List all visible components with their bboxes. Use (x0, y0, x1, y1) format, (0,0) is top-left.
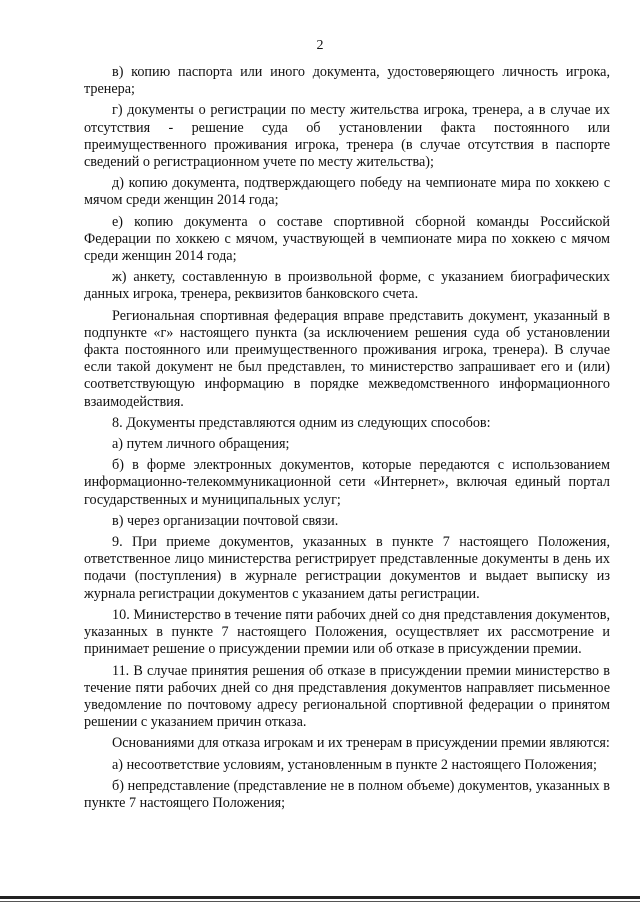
paragraph-method-a: а) путем личного обращения; (112, 436, 290, 453)
scan-bottom-border-thin (0, 901, 640, 902)
paragraph-method-b: б) в форме электронных документов, которые передаются с использованием информационно-телекоммуникационной сети «Интернет», включая единый портал государственных и муниципальных услуг; (84, 457, 610, 508)
scan-bottom-border (0, 896, 640, 899)
paragraph-item-zh: ж) анкету, составленную в произвольной форме, с указанием биографических данных игрока, тренера, реквизитов банковского счета. (84, 269, 610, 303)
paragraph-item-v: в) копию паспорта или иного документа, удостоверяющего личность игрока, тренера; (84, 64, 610, 98)
paragraph-refusal-grounds: Основаниями для отказа игрокам и их тренерам в присуждении премии являются: (112, 735, 610, 752)
paragraph-method-v: в) через организации почтовой связи. (112, 512, 339, 529)
paragraph-section-8: 8. Документы представляются одним из следующих способов: (112, 414, 491, 431)
paragraph-item-d: д) копию документа, подтверждающего победу на чемпионате мира по хоккею с мячом среди женщин 2014 года; (84, 175, 610, 209)
paragraph-regional-federation: Региональная спортивная федерация вправе представить документ, указанный в подпункте «г» настоящего пункта (за исключением решения суда об установлении факта постоянного или преимущественного проживания игрока, тренера). В случае если такой документ не был представлен, то министерство запрашивает его и (или) соответствующую информацию в порядке межведомственного информационного взаимодействия. (84, 307, 610, 410)
page-number: 2 (316, 38, 324, 53)
paragraph-ground-a: а) несоответствие условиям, установленным в пункте 2 настоящего Положения; (112, 756, 597, 773)
paragraph-section-10: 10. Министерство в течение пяти рабочих дней со дня представления документов, указанных в пункте 7 настоящего Положения, осуществляет их рассмотрение и принимает решение о присуждении премии или об отказе в присуждении премии. (84, 606, 610, 658)
paragraph-section-11: 11. В случае принятия решения об отказе в присуждении премии министерство в течение пяти рабочих дней со дня представления документов направляет письменное уведомление по почтовому адресу региональной спортивной федерации о принятом решении с указанием причин отказа. (84, 662, 610, 731)
paragraph-section-9: 9. При приеме документов, указанных в пункте 7 настоящего Положения, ответственное лицо министерства регистрирует представленные документы в день их подачи (поступления) в журнале регистрации документов и выдает выписку из журнала регистрации документов с указанием даты регистрации. (84, 534, 610, 602)
document-body (84, 64, 610, 816)
paragraph-item-g: г) документы о регистрации по месту жительства игрока, тренера, а в случае их отсутствия - решение суда об установлении факта постоянного или преимущественного проживания игрока, тренера (в случае отсутствия в паспорте сведений о регистрационном учете по месту жительства); (84, 102, 610, 171)
paragraph-item-e: е) копию документа о составе спортивной сборной команды Российской Федерации по хоккею с мячом, участвующей в чемпионате мира по хоккею с мячом среди женщин 2014 года; (84, 213, 610, 265)
paragraph-ground-b: б) непредставление (представление не в полном объеме) документов, указанных в пункте 7 настоящего Положения; (84, 777, 610, 811)
